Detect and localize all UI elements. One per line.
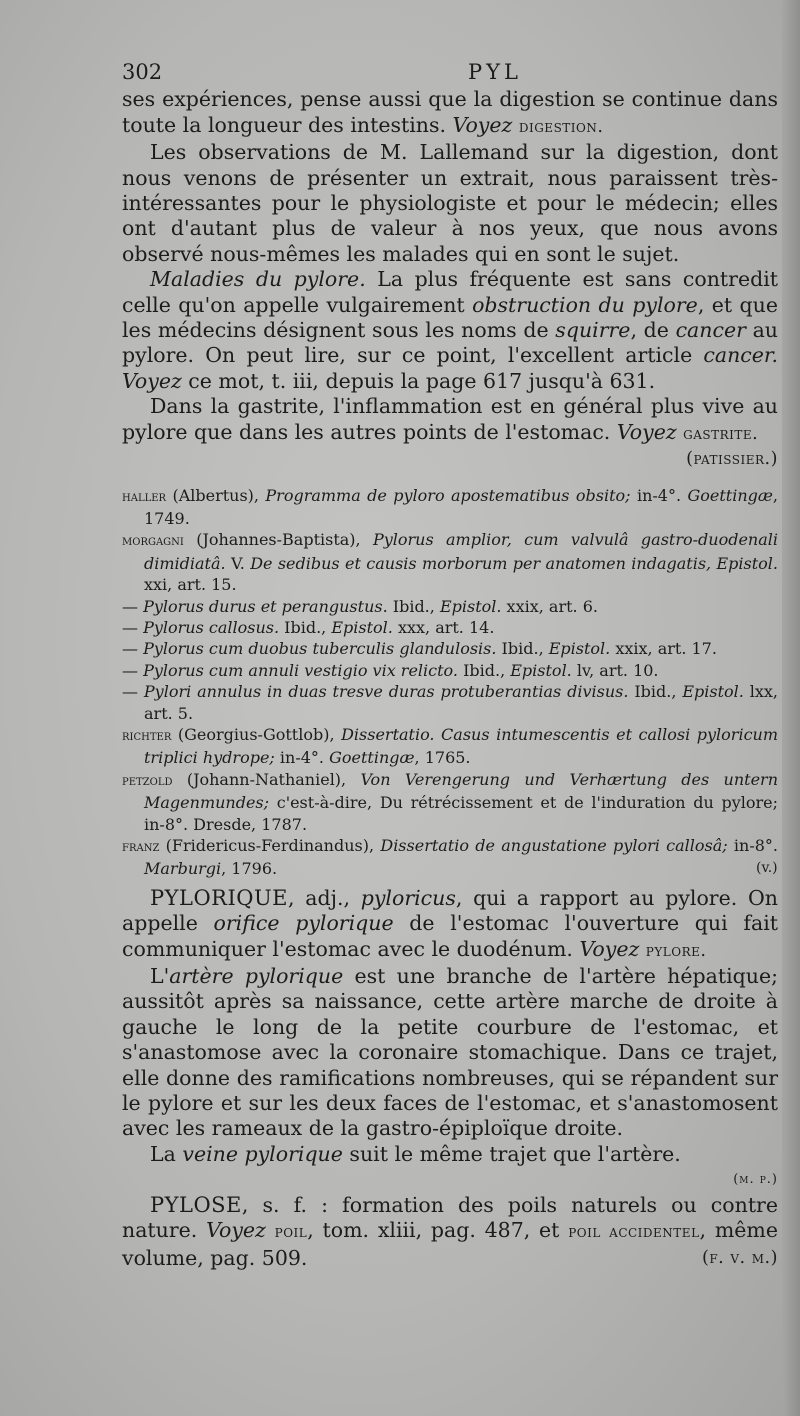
- paragraph-text: , tom. xliii, pag. 487, et: [307, 1218, 569, 1243]
- bib-work: Pylorus callosus.: [143, 617, 280, 637]
- italic-term: cancer.: [703, 343, 778, 368]
- paragraph-text: , adj.,: [288, 885, 361, 910]
- bib-text: Ibid.,: [387, 596, 440, 616]
- italic-term: veine pylorique: [182, 1141, 343, 1166]
- bibliography-entry: [122, 529, 778, 595]
- bib-text: (Johann-Nathaniel),: [172, 769, 361, 789]
- bib-text: Ibid.,: [279, 617, 332, 637]
- headword: PYLOSE: [150, 1192, 242, 1217]
- bib-text: c'est-à-dire, Du rétrécissement et de l'induration du pylore; in-8°. Dresde, 1787.: [144, 793, 778, 834]
- italic-term: orifice pylorique: [213, 911, 394, 936]
- voyez-link: Voyez: [452, 112, 513, 137]
- page-number: 302: [122, 60, 163, 84]
- bibliography-entry: [122, 769, 778, 835]
- bib-author: petzold: [122, 772, 173, 789]
- paragraph-text: Dans la gastrite, l'inflammation est en général plus vive au pylore que dans les autres points de l'estomac.: [122, 394, 778, 444]
- italic-term: artère pylorique: [169, 964, 344, 989]
- bib-text: V.: [225, 553, 251, 573]
- bib-text: in-4°.: [274, 748, 330, 768]
- paragraph-text: au pylore. On peut lire, sur ce point, l'excellent article: [122, 318, 778, 368]
- paragraph-text: de l'estomac l'ouverture qui fait communiquer l'estomac avec le duodénum.: [122, 911, 778, 961]
- cross-reference: pylore.: [645, 940, 707, 961]
- voyez-link: Voyez: [122, 368, 182, 393]
- bib-author: —: [122, 660, 138, 680]
- article-paragraph: [122, 1193, 778, 1271]
- bib-place: Epistol.: [510, 660, 572, 680]
- bib-author: richter: [122, 727, 172, 744]
- paragraph-text: ses expériences, pense aussi que la digestion se continue dans toute la longueur des intestins.: [122, 87, 778, 137]
- bib-author: —: [122, 617, 138, 637]
- running-header: [122, 60, 522, 85]
- italic-term: obstruction du pylore: [472, 292, 698, 317]
- bib-place: Epistol.: [682, 682, 744, 702]
- bib-work: Von Verengerung und Verhærtung des untern Magenmundes;: [144, 769, 779, 813]
- article-pylorique: [122, 886, 778, 1193]
- paragraph-text: ce mot, t. iii, depuis la page 617 jusqu'à 631.: [181, 368, 656, 393]
- article-pylose: [122, 1193, 778, 1271]
- voyez-link: Voyez: [579, 936, 640, 961]
- bib-work: Pylorus amplior, cum valvulâ gastro-duodenali dimidiatâ.: [144, 530, 778, 573]
- paragraph-3: [122, 267, 778, 394]
- paragraph-text: , de: [630, 318, 676, 343]
- italic-term: squirre: [555, 318, 631, 343]
- author-signature: (m. p.): [733, 1172, 778, 1188]
- paragraph-text: , même volume, pag. 509.: [122, 1218, 778, 1270]
- bib-place: Goettingæ: [687, 485, 773, 505]
- bib-text: xxx, art. 14.: [392, 617, 495, 637]
- bib-author: —: [122, 682, 138, 702]
- article-paragraph: [122, 964, 778, 1142]
- bib-work: Pylorus cum annuli vestigio vix relicto.: [143, 660, 458, 680]
- bib-text: xxix, art. 17.: [610, 639, 717, 659]
- bib-author: —: [122, 639, 138, 659]
- bib-place: Epistol.: [439, 596, 502, 616]
- paragraph-text: , qui a rapport au pylore. On appelle: [122, 885, 778, 936]
- bib-place: Marburgi: [144, 859, 222, 879]
- bib-text: lxx, art. 5.: [144, 682, 778, 723]
- bibliography: [122, 485, 778, 880]
- bib-work: Programma de pyloro apostematibus obsito;: [265, 485, 631, 505]
- bibliography-entry: [122, 638, 778, 659]
- bib-text: , 1765.: [414, 748, 471, 768]
- bibliography-entry: [122, 485, 778, 530]
- bib-text: in-8°.: [727, 836, 779, 855]
- section-lead: Maladies du pylore.: [150, 267, 366, 292]
- bib-author: —: [122, 596, 138, 616]
- bib-work: Pylorus cum duobus tuberculis glandulosis.: [143, 639, 497, 659]
- paragraph-1: [122, 87, 778, 140]
- bib-place: De sedibus et causis morborum per anatomen indagatis, Epistol.: [250, 553, 778, 573]
- bib-text: Ibid.,: [496, 639, 549, 659]
- bib-text: lv, art. 10.: [571, 660, 659, 680]
- paragraph-text: L': [150, 964, 170, 989]
- bibliography-entry: franz (Fridericus-Ferdinandus), Dissertatio de angustatione pylori callosâ; in-8°. Marburgi, 1796. (v.): [122, 836, 779, 879]
- bib-text: (Georgius-Gottlob),: [171, 724, 342, 744]
- paragraph-2: [122, 140, 778, 267]
- bibliography-entry: [122, 681, 778, 724]
- bib-text: (Fridericus-Ferdinandus),: [159, 836, 381, 855]
- bib-work: Pylori annulus in duas tresve duras protuberantias divisus.: [143, 682, 629, 702]
- bib-text: Ibid.,: [457, 660, 511, 680]
- paragraph-text: , s. f. : formation des poils naturels ou contre nature.: [122, 1192, 778, 1243]
- paragraph-text: suit le même trajet que l'artère.: [342, 1141, 681, 1166]
- paragraph-text: La plus fréquente est sans contredit celle qu'on appelle vulgairement: [122, 267, 779, 317]
- page-content: [122, 60, 778, 1271]
- cross-reference: poil: [274, 1222, 308, 1243]
- bibliography-entry: [122, 660, 778, 681]
- bib-place: Epistol.: [548, 639, 611, 659]
- running-title: PYL: [468, 60, 522, 84]
- bib-text: , 1796.: [221, 859, 278, 879]
- paragraph-text: Les observations de M. Lallemand sur la digestion, dont nous venons de présenter un extrait, nous paraissent très-intéressantes pour le physiologiste et pour le médecin; elles ont d'autant plus de valeur à nos yeux, que nous avons observé nous-mêmes les malades qui en sont le sujet.: [122, 140, 778, 266]
- paragraph-text: est une branche de l'artère hépatique; aussitôt après sa naissance, cette artère marche de droite à gauche le long de la petite courbure de l'estomac, et s'anastomose avec la coronaire stomachique. Dans ce trajet, elle donne des ramifications nombreuses, qui se répandent sur le pylore et sur les deux faces de l'estomac, et s'anastomosent avec les rameaux de la gastro-épiploïque droite.: [122, 964, 778, 1141]
- bibliography-entry: [122, 617, 778, 638]
- bib-work: Dissertatio de angustatione pylori callosâ;: [380, 836, 728, 855]
- bib-text: (Albertus),: [166, 485, 266, 505]
- cross-reference: gastrite.: [683, 423, 759, 444]
- bib-text: Ibid.,: [628, 682, 683, 702]
- bib-author: franz: [122, 839, 160, 855]
- italic-term: pyloricus: [360, 885, 456, 910]
- bib-work: Pylorus durus et perangustus.: [143, 596, 388, 616]
- author-signature: (patissier.): [686, 449, 778, 470]
- bib-text: xxi, art. 15.: [144, 575, 237, 595]
- paragraph-text: , et que les médecins désignent sous les noms de: [122, 292, 778, 343]
- bib-text: (Johannes-Baptista),: [183, 530, 373, 550]
- cross-reference: poil accidentel: [568, 1222, 700, 1243]
- bibliography-entry: [122, 596, 778, 617]
- page-gutter-shadow: [782, 0, 800, 1416]
- paragraph-4: [122, 394, 778, 447]
- bib-text: xxix, art. 6.: [501, 596, 598, 616]
- bib-text: , 1749.: [144, 485, 779, 528]
- paragraph-text: La: [150, 1141, 183, 1166]
- bib-author: morgagni: [122, 533, 184, 550]
- voyez-link: Voyez: [206, 1218, 266, 1243]
- article-paragraph: [122, 886, 778, 964]
- bibliography-entry: [122, 724, 778, 769]
- bib-place: Epistol.: [331, 617, 393, 637]
- article-paragraph: [122, 1142, 778, 1167]
- bib-place: Goettingæ: [329, 748, 415, 768]
- voyez-link: Voyez: [616, 419, 677, 444]
- italic-term: cancer: [675, 318, 746, 343]
- author-signature: (f. v. m.): [701, 1247, 778, 1268]
- cross-reference: digestion.: [518, 116, 604, 137]
- headword: PYLORIQUE: [150, 885, 289, 910]
- bib-text: in-4°.: [630, 485, 688, 505]
- bib-work: Dissertatio. Casus intumescentis et callosi pyloricum triplici hydrope;: [144, 724, 779, 768]
- bib-author: haller: [122, 488, 167, 505]
